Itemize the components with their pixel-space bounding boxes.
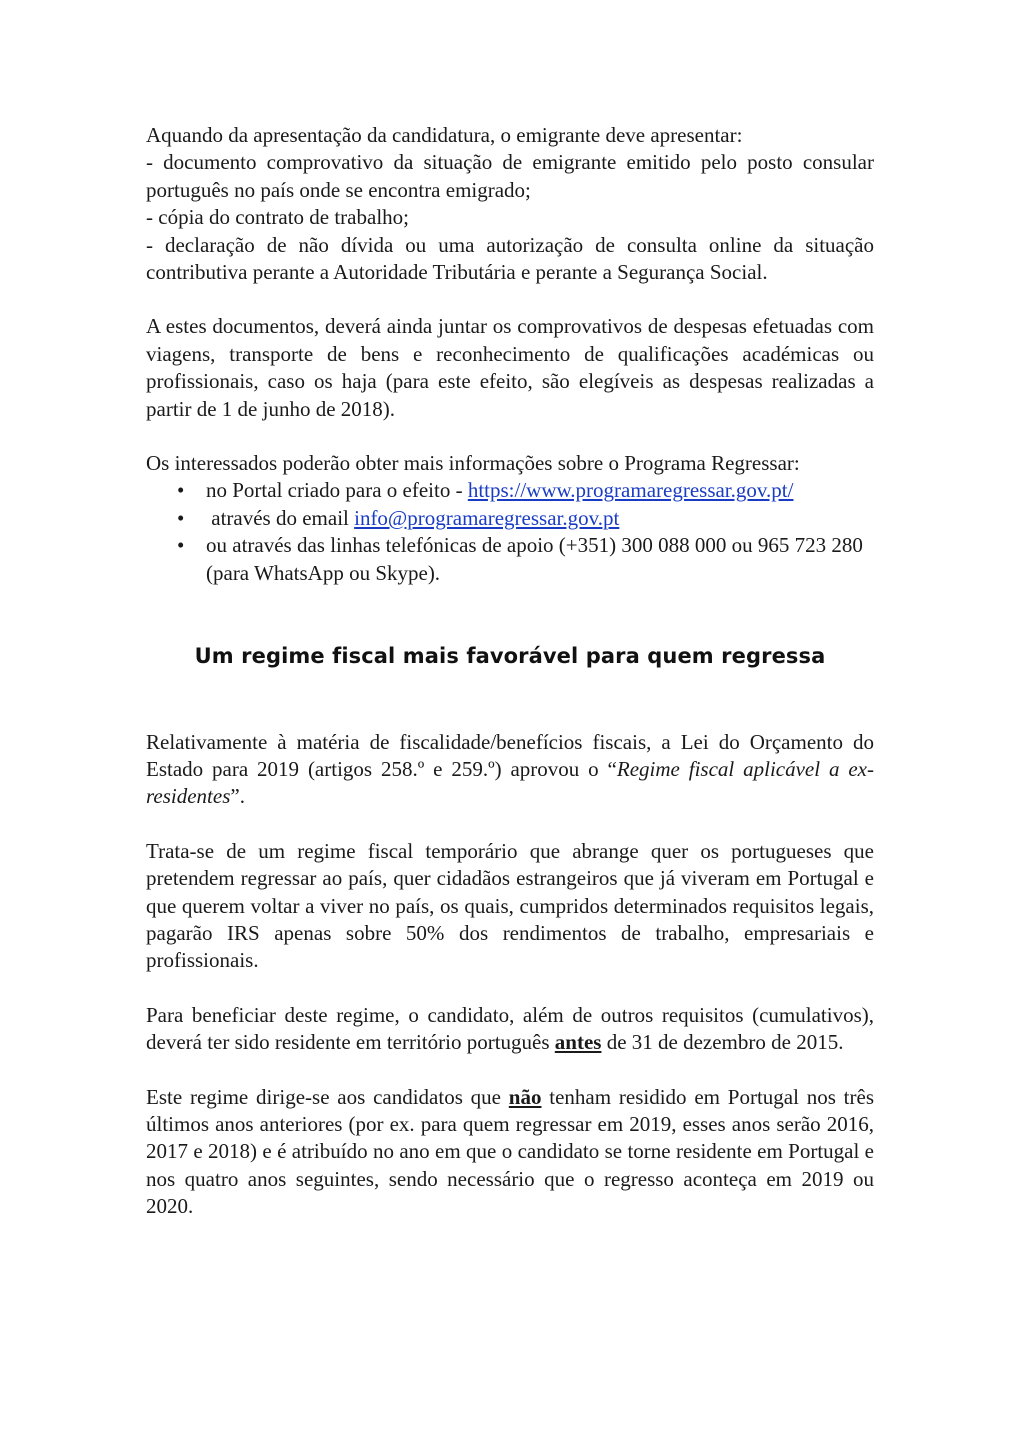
list-item <box>146 477 874 504</box>
application-requirements <box>146 122 874 286</box>
email-link[interactable]: info@programaregressar.gov.pt <box>354 505 620 530</box>
portal-link[interactable]: https://www.programaregressar.gov.pt/ <box>467 478 794 503</box>
fiscal-paragraph <box>146 729 874 811</box>
list-item <box>146 505 874 532</box>
emphasis-antes: antes <box>554 1030 602 1055</box>
bullet-icon: • <box>177 505 185 530</box>
requirement-text-after: de 31 de dezembro de 2015. <box>601 1030 844 1055</box>
requirement-item: - cópia do contrato de trabalho; <box>146 205 409 230</box>
contact-list <box>146 477 874 587</box>
documents-paragraph: A estes documentos, deverá ainda juntar os comprovativos de despesas efetuadas com viagens, transporte de bens e reconhecimento de qualificações académicas ou profissionais, caso os haja (para este efeito, são elegíveis as despesas realizadas a partir de 1 de junho de 2018). <box>146 314 874 421</box>
requirements-intro: Aquando da apresentação da candidatura, o emigrante deve apresentar: <box>146 123 743 147</box>
bullet-icon: • <box>177 533 185 558</box>
document-page <box>146 122 874 1221</box>
bullet-icon: • <box>177 478 185 503</box>
section-heading: Um regime fiscal mais favorável para quem regressa <box>194 644 826 669</box>
emphasis-nao: não <box>508 1084 542 1109</box>
requirement-paragraph <box>146 1002 874 1057</box>
target-paragraph <box>146 1084 874 1221</box>
requirement-item: - declaração de não dívida ou uma autorização de consulta online da situação contributiva perante a Autoridade Tributária e perante a Segurança Social. <box>146 232 874 285</box>
info-paragraph: Os interessados poderão obter mais informações sobre o Programa Regressar: <box>146 451 800 476</box>
fiscal-text-before: Relativamente à matéria de fiscalidade/benefícios fiscais, a Lei do Orçamento do Estado para 2019 (artigos 258.º e 259.º) aprovou o “ <box>146 729 874 781</box>
target-text-after: tenham residido em Portugal nos três últimos anos anteriores (por ex. para quem regressar em 2019, esses anos serão 2016, 2017 e 2018) e é atribuído no ano em que o candidato se torne residente em Portugal e nos quatro anos seguintes, sendo necessário que o regresso aconteça em 2019 ou 2020. <box>146 1084 875 1219</box>
portal-label: no Portal criado para o efeito - <box>206 478 468 503</box>
requirement-item: - documento comprovativo da situação de emigrante emitido pelo posto consular português no país onde se encontra emigrado; <box>146 150 874 202</box>
regime-name: Regime fiscal aplicável a ex-residentes <box>146 756 874 809</box>
email-label: através do email <box>206 505 355 530</box>
target-text-before: Este regime dirige-se aos candidatos que <box>146 1084 509 1109</box>
list-item <box>146 532 874 587</box>
fiscal-text-after: ”. <box>230 784 245 809</box>
phone-text: ou através das linhas telefónicas de apoio (+351) 300 088 000 ou 965 723 280 (para WhatsApp ou Skype). <box>206 533 863 585</box>
temporary-regime-paragraph: Trata-se de um regime fiscal temporário que abrange quer os portugueses que pretendem regressar ao país, quer cidadãos estrangeiros que já viveram em Portugal e que querem voltar a viver no país, os quais, cumpridos determinados requisitos legais, pagarão IRS apenas sobre 50% dos rendimentos de trabalho, empresariais e profissionais. <box>146 838 874 973</box>
requirement-text-before: Para beneficiar deste regime, o candidato, além de outros requisitos (cumulativos), deverá ter sido residente em território português <box>146 1002 874 1055</box>
